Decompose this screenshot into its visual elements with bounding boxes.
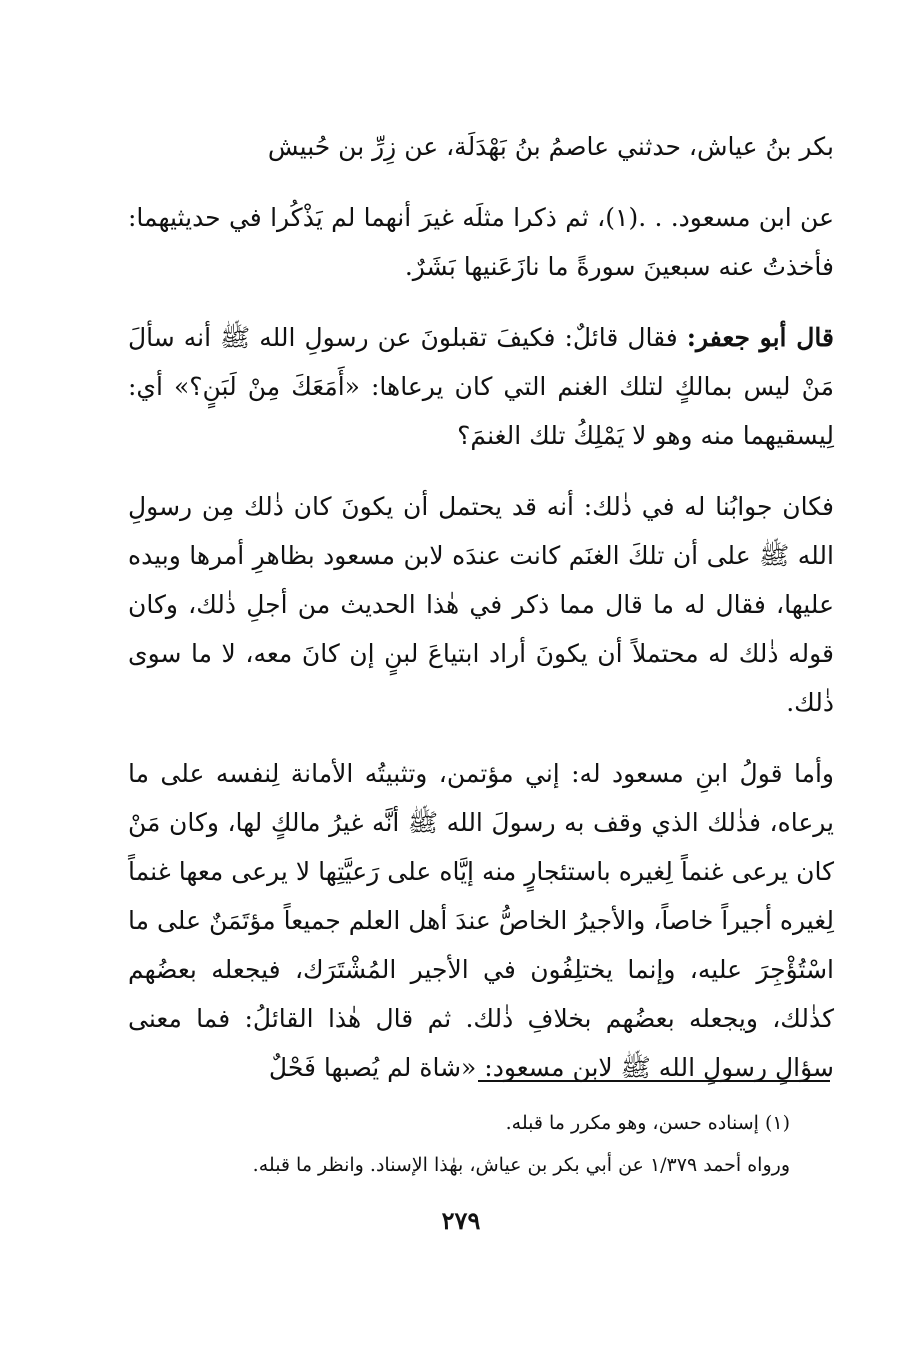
footnote-2: ورواه أحمد ١/٣٧٩ عن أبي بكر بن عياش، بهٰذا الإسناد. وانظر ما قبله. [252, 1154, 790, 1176]
paragraph-1 [128, 122, 834, 171]
paragraph-5 [128, 749, 834, 1092]
paragraph-text: فكان جوابُنا له في ذٰلك: أنه قد يحتمل أن يكونَ كان ذٰلك مِن رسولِ الله ﷺ على أن تلكَ الغنَم كانت عندَه لابن مسعود بظاهرِ أمرها وبيده عليها، فقال له ما قال مما ذكر في هٰذا الحديث من أجلِ ذٰلك، وكان قوله ذٰلك له محتملاً أن يكونَ أراد ابتياعَ لبنٍ إن كانَ معه، لا ما سوى ذٰلك. [128, 492, 834, 717]
page-number: ٢٧٩ [441, 1206, 481, 1235]
paragraph-text: بكر بنُ عياش، حدثني عاصمُ بنُ بَهْدَلَة، عن زِرِّ بن حُبيش [267, 132, 834, 161]
footnotes [128, 1104, 790, 1188]
paragraph-text: فقال قائلٌ: فكيفَ تقبلونَ عن رسولِ الله ﷺ أنه سألَ مَنْ ليس بمالكٍ لتلك الغنم التي كان يرعاها: «أَمَعَكَ مِنْ لَبَنٍ؟» أي: لِيسقيهما منه وهو لا يَمْلِكُ تلك الغنمَ؟ [128, 323, 834, 450]
footnote-1: (١) إسناده حسن، وهو مكرر ما قبله. [505, 1112, 790, 1134]
paragraph-text: عن ابن مسعود. . .(١)، ثم ذكرا مثلَه غيرَ أنهما لم يَذْكُرا في حديثيهما: فأخذتُ عنه سبعينَ سورةً ما نازَعَنيها بَشَرٌ. [128, 203, 834, 281]
paragraph-4 [128, 482, 834, 727]
paragraph-2 [128, 193, 834, 291]
paragraph-text: وأما قولُ ابنِ مسعود له: إني مؤتمن، وتثبيتُه الأمانة لِنفسه على ما يرعاه، فذٰلك الذي وقف به رسولَ الله ﷺ أنَّه غيرُ مالكٍ لها، وكان مَنْ كان يرعى غنماً لِغيره باستئجارٍ منه إيَّاه على رَعيَّتِها لا يرعى معها غنماً لِغيره أجيراً خاصاً، والأجيرُ الخاصُّ عندَ أهل العلم جميعاً مؤتَمَنٌ على ما اسْتُؤْجِرَ عليه، وإنما يختلِفُون في الأجير المُشْتَرَك، فيجعله بعضُهم كذٰلك، ويجعله بعضُهم بخلافِ ذٰلك. ثم قال هٰذا القائلُ: فما معنى سؤالِ رسولِ الله ﷺ لابن مسعود: «شاة لم يُصبها فَحْلٌ [128, 759, 834, 1082]
paragraph-3 [128, 313, 834, 460]
main-text [128, 122, 834, 1114]
paragraph-lead: قال أبو جعفر: [686, 323, 834, 352]
footnote-divider [478, 1080, 830, 1082]
